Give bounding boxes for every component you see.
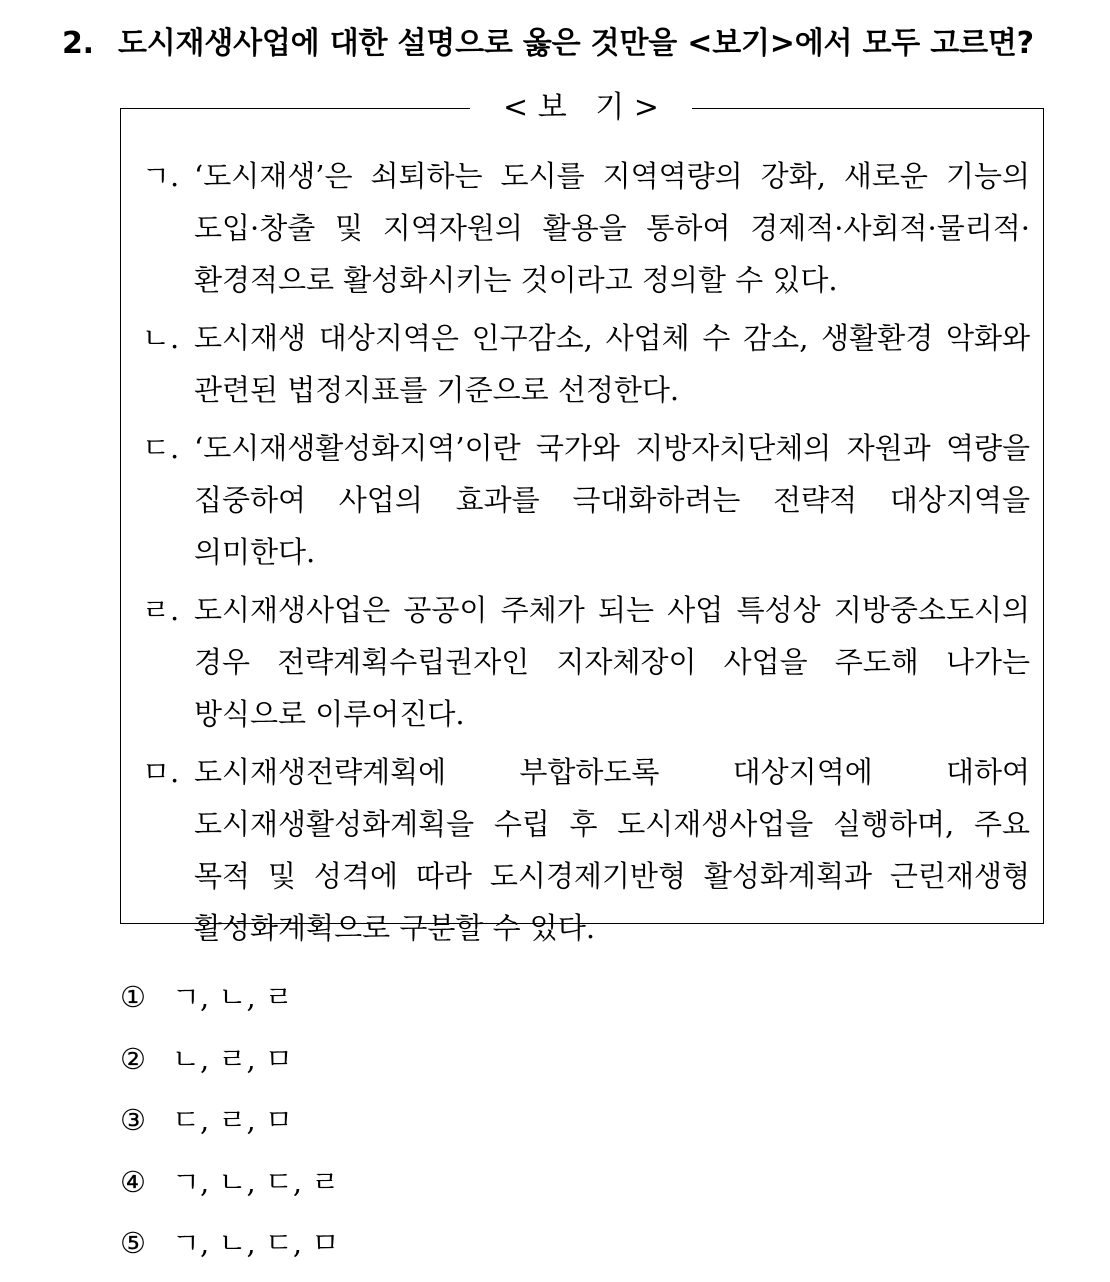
- item-mark: ㄱ.: [142, 159, 180, 193]
- choice-text: ㄱ, ㄴ, ㄷ, ㄹ: [172, 1164, 340, 1199]
- item-text: ‘도시재생’은 쇠퇴하는 도시를 지역역량의 강화, 새로운 기능의 도입·창출 및 지역자원의 활용을 통하여 경제적·사회적·물리적·환경적으로 활성화시키는 것이라고 정의할 수 있다.: [194, 159, 1030, 297]
- item-mark: ㄹ.: [142, 593, 180, 627]
- example-item-2: [142, 312, 1030, 416]
- example-items: [142, 150, 1030, 960]
- choice-number: ⑤: [120, 1226, 146, 1260]
- choice-number: ①: [120, 980, 146, 1014]
- example-item-4: [142, 584, 1030, 740]
- example-item-1: [142, 150, 1030, 306]
- item-mark: ㅁ.: [142, 755, 180, 789]
- choice-number: ③: [120, 1103, 146, 1137]
- question-heading: [62, 18, 1092, 62]
- choice-number: ②: [120, 1041, 146, 1076]
- choice-text: ㄴ, ㄹ, ㅁ: [172, 1041, 293, 1076]
- example-box-title: < 보 기 >: [470, 88, 692, 128]
- item-text: 도시재생 대상지역은 인구감소, 사업체 수 감소, 생활환경 악화와 관련된 법정지표를 기준으로 선정한다.: [194, 321, 1030, 407]
- answer-choice-5[interactable]: [120, 1218, 339, 1280]
- item-mark: ㄴ.: [142, 321, 180, 355]
- item-mark: ㄷ.: [142, 431, 180, 465]
- question-text: 도시재생사업에 대한 설명으로 옳은 것만을 <보기>에서 모두 고르면?: [118, 26, 1034, 61]
- example-item-3: [142, 422, 1030, 578]
- answer-choice-3[interactable]: [120, 1095, 339, 1157]
- item-text: 도시재생전략계획에 부합하도록 대상지역에 대하여 도시재생활성화계획을 수립 후 도시재생사업을 실행하며, 주요 목적 및 성격에 따라 도시경제기반형 활성화계획과 근린재생형 활성화계획으로 구분할 수 있다.: [194, 755, 1030, 945]
- answer-choices: [120, 972, 339, 1280]
- item-text: 도시재생사업은 공공이 주체가 되는 사업 특성상 지방중소도시의 경우 전략계획수립권자인 지자체장이 사업을 주도해 나가는 방식으로 이루어진다.: [194, 593, 1030, 731]
- question-number: 2.: [62, 26, 94, 61]
- choice-text: ㄱ, ㄴ, ㄹ: [172, 980, 293, 1014]
- example-item-5: [142, 746, 1030, 954]
- choice-number: ④: [120, 1164, 146, 1199]
- item-text: ‘도시재생활성화지역’이란 국가와 지방자치단체의 자원과 역량을 집중하여 사업의 효과를 극대화하려는 전략적 대상지역을 의미한다.: [194, 431, 1030, 569]
- choice-text: ㄷ, ㄹ, ㅁ: [172, 1103, 293, 1137]
- answer-choice-1[interactable]: [120, 972, 339, 1034]
- choice-text: ㄱ, ㄴ, ㄷ, ㅁ: [172, 1226, 340, 1260]
- answer-choice-4[interactable]: [120, 1157, 339, 1219]
- answer-choice-2[interactable]: [120, 1034, 339, 1096]
